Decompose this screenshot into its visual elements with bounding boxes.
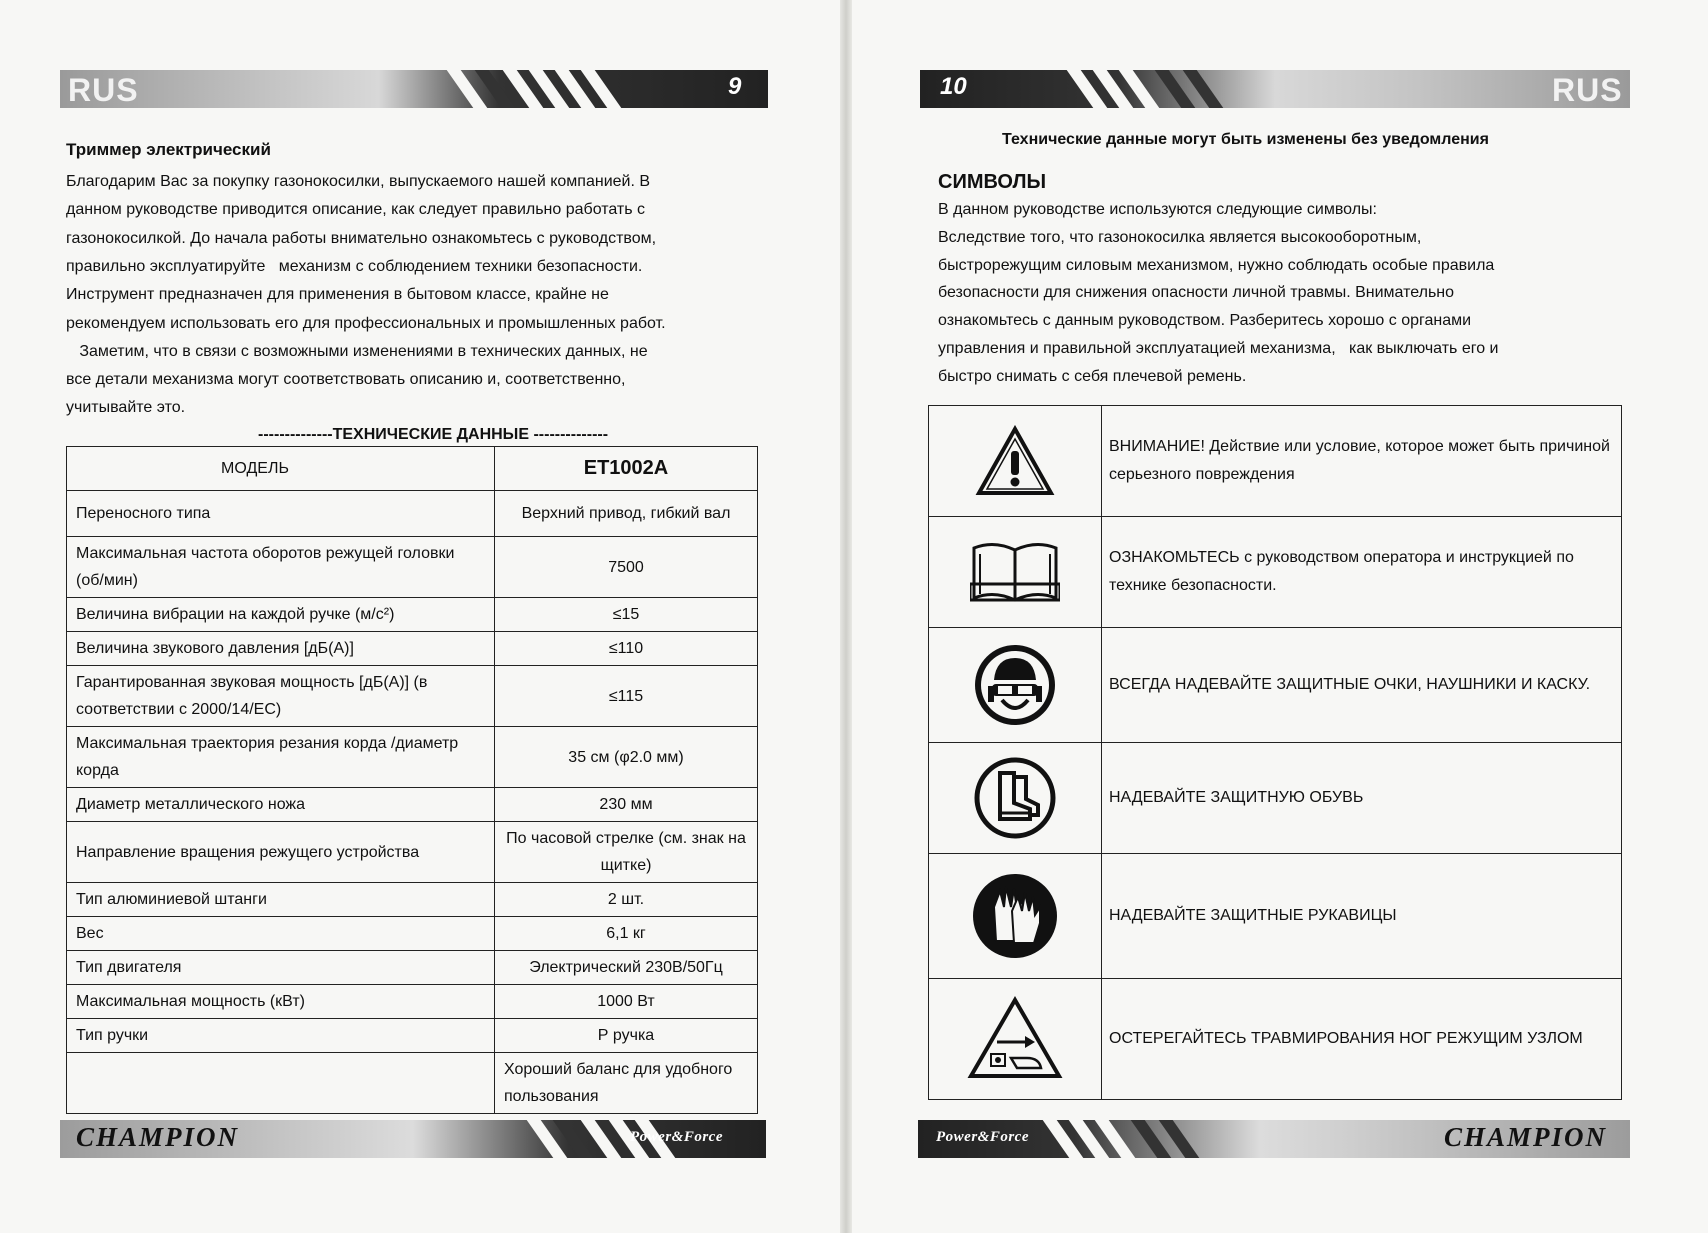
gloves-icon [929, 854, 1102, 978]
symbol-row [929, 406, 1621, 516]
spec-label: Величина вибрации на каждой ручке (м/с²) [67, 598, 495, 632]
spec-label: Тип двигателя [67, 951, 495, 985]
spec-value: Верхний привод, гибкий вал [495, 491, 758, 537]
spec-value: Хороший баланс для удобного пользования [495, 1053, 758, 1114]
spec-heading: --------------ТЕХНИЧЕСКИЕ ДАННЫЕ -------------- [258, 426, 609, 443]
spec-value: По часовой стрелке (см. знак на щитке) [495, 822, 758, 883]
spec-label [67, 1053, 495, 1114]
symbol-text: НАДЕВАЙТЕ ЗАЩИТНЫЕ РУКАВИЦЫ [1109, 907, 1397, 924]
champion-logo: CHAMPION [1444, 1122, 1608, 1152]
intro-line: учитывайте это. [66, 399, 186, 417]
symbol-row [929, 978, 1621, 1099]
spec-row [67, 537, 758, 598]
spec-label: Максимальная частота оборотов режущей головки (об/мин) [67, 537, 495, 598]
symbols-intro-line: безопасности для снижения опасности личной травмы. Внимательно [938, 284, 1455, 302]
symbol-row [929, 627, 1621, 742]
intro-line: данном руководстве приводится описание, как следует правильно работать с [66, 201, 646, 219]
spec-row [67, 1053, 758, 1114]
change-notice: Технические данные могут быть изменены без уведомления [1002, 131, 1489, 148]
spec-header-row [67, 447, 758, 491]
spec-label: Величина звукового давления [дБ(А)] [67, 632, 495, 666]
spec-value: 35 см (φ2.0 мм) [495, 727, 758, 788]
intro-line: все детали механизма могут соответствовать описанию и, соответственно, [66, 371, 626, 389]
spec-row [67, 491, 758, 537]
spec-value: Р ручка [495, 1019, 758, 1053]
page-number: 9 [728, 73, 742, 100]
foot-cut-hazard-icon [929, 979, 1102, 1099]
language-label: RUS [68, 72, 139, 108]
symbols-title: СИМВОЛЫ [938, 171, 1047, 193]
symbols-intro-line: быстрорежущим силовым механизмом, нужно соблюдать особые правила [938, 256, 1495, 274]
right-header-band [920, 70, 1630, 108]
product-title: Триммер электрический [66, 140, 271, 159]
spec-row [67, 951, 758, 985]
intro-line: рекомендуем использовать его для профессиональных и промышленных работ. [66, 314, 666, 332]
spec-row [67, 1019, 758, 1053]
book-spine [840, 0, 852, 1233]
symbols-intro-line: управления и правильной эксплуатацией механизма, как выключать его и [938, 340, 1499, 357]
slogan-logo: Power&Force [630, 1129, 723, 1145]
spec-value: 1000 Вт [495, 985, 758, 1019]
intro-line: Инструмент предназначен для применения в бытовом классе, крайне не [66, 286, 609, 304]
open-book-icon [929, 517, 1102, 627]
spec-label: Тип ручки [67, 1019, 495, 1053]
spec-value: ≤110 [495, 632, 758, 666]
intro-line: Заметим, что в связи с возможными изменениями в технических данных, не [66, 342, 648, 360]
spec-row [67, 727, 758, 788]
left-header-band [60, 70, 768, 108]
intro-line: правильно эксплуатируйте механизм с соблюдением техники безопасности. [66, 257, 643, 275]
symbol-text: ВНИМАНИЕ! Действие или условие, которое может быть причиной серьезного повреждения [1109, 438, 1610, 483]
symbols-table [928, 405, 1622, 1100]
helmet-goggles-icon [929, 628, 1102, 742]
spec-value: ≤115 [495, 666, 758, 727]
spec-table [66, 446, 758, 1114]
spec-row [67, 985, 758, 1019]
spec-label: Вес [67, 917, 495, 951]
spec-label: МОДЕЛЬ [67, 447, 495, 491]
spec-row [67, 883, 758, 917]
page-number: 10 [940, 73, 967, 100]
symbol-row [929, 853, 1621, 978]
warning-triangle-icon [929, 406, 1102, 516]
symbols-intro-line: быстро снимать с себя плечевой ремень. [938, 367, 1247, 385]
spec-value: ≤15 [495, 598, 758, 632]
spec-row [67, 822, 758, 883]
symbol-text: ОЗНАКОМЬТЕСЬ с руководством оператора и инструкцией по технике безопасности. [1109, 549, 1574, 594]
symbol-row [929, 516, 1621, 627]
spec-row [67, 632, 758, 666]
spec-row [67, 666, 758, 727]
symbol-text: НАДЕВАЙТЕ ЗАЩИТНУЮ ОБУВЬ [1109, 789, 1364, 806]
symbols-intro-line: Вследствие того, что газонокосилка является высокооборотным, [938, 228, 1422, 246]
symbols-intro-line: В данном руководстве используются следующие символы: [938, 201, 1377, 218]
spec-row [67, 598, 758, 632]
symbol-text: ОСТЕРЕГАЙТЕСЬ ТРАВМИРОВАНИЯ НОГ РЕЖУЩИМ УЗЛОМ [1109, 1030, 1583, 1047]
intro-line: Благодарим Вас за покупку газонокосилки, выпускаемого нашей компанией. В [66, 173, 651, 190]
left-footer-band [60, 1120, 766, 1158]
boots-icon [929, 743, 1102, 853]
spec-value: 2 шт. [495, 883, 758, 917]
spec-value: 230 мм [495, 788, 758, 822]
spec-value: Электрический 230В/50Гц [495, 951, 758, 985]
spec-row [67, 788, 758, 822]
spec-label: Максимальная траектория резания корда /диаметр корда [67, 727, 495, 788]
spec-label: Тип алюминиевой штанги [67, 883, 495, 917]
symbol-row [929, 742, 1621, 853]
spec-label: Максимальная мощность (кВт) [67, 985, 495, 1019]
champion-logo: CHAMPION [76, 1122, 240, 1152]
symbols-intro-line: ознакомьтесь с данным руководством. Разберитесь хорошо с органами [938, 312, 1472, 330]
spec-row [67, 917, 758, 951]
spec-label: Диаметр металлического ножа [67, 788, 495, 822]
slogan-logo: Power&Force [936, 1129, 1029, 1145]
spec-label: Направление вращения режущего устройства [67, 822, 495, 883]
right-footer-band [918, 1120, 1630, 1158]
symbol-text: ВСЕГДА НАДЕВАЙТЕ ЗАЩИТНЫЕ ОЧКИ, НАУШНИКИ И КАСКУ. [1109, 676, 1591, 693]
intro-line: газонокосилкой. До начала работы внимательно ознакомьтесь с руководством, [66, 229, 657, 247]
spec-label: Гарантированная звуковая мощность [дБ(А)] (в соответствии с 2000/14/ЕС) [67, 666, 495, 727]
spec-label: Переносного типа [67, 491, 495, 537]
spec-value: 6,1 кг [495, 917, 758, 951]
spec-value: ET1002A [495, 447, 758, 491]
language-label: RUS [1552, 72, 1623, 108]
spec-value: 7500 [495, 537, 758, 598]
